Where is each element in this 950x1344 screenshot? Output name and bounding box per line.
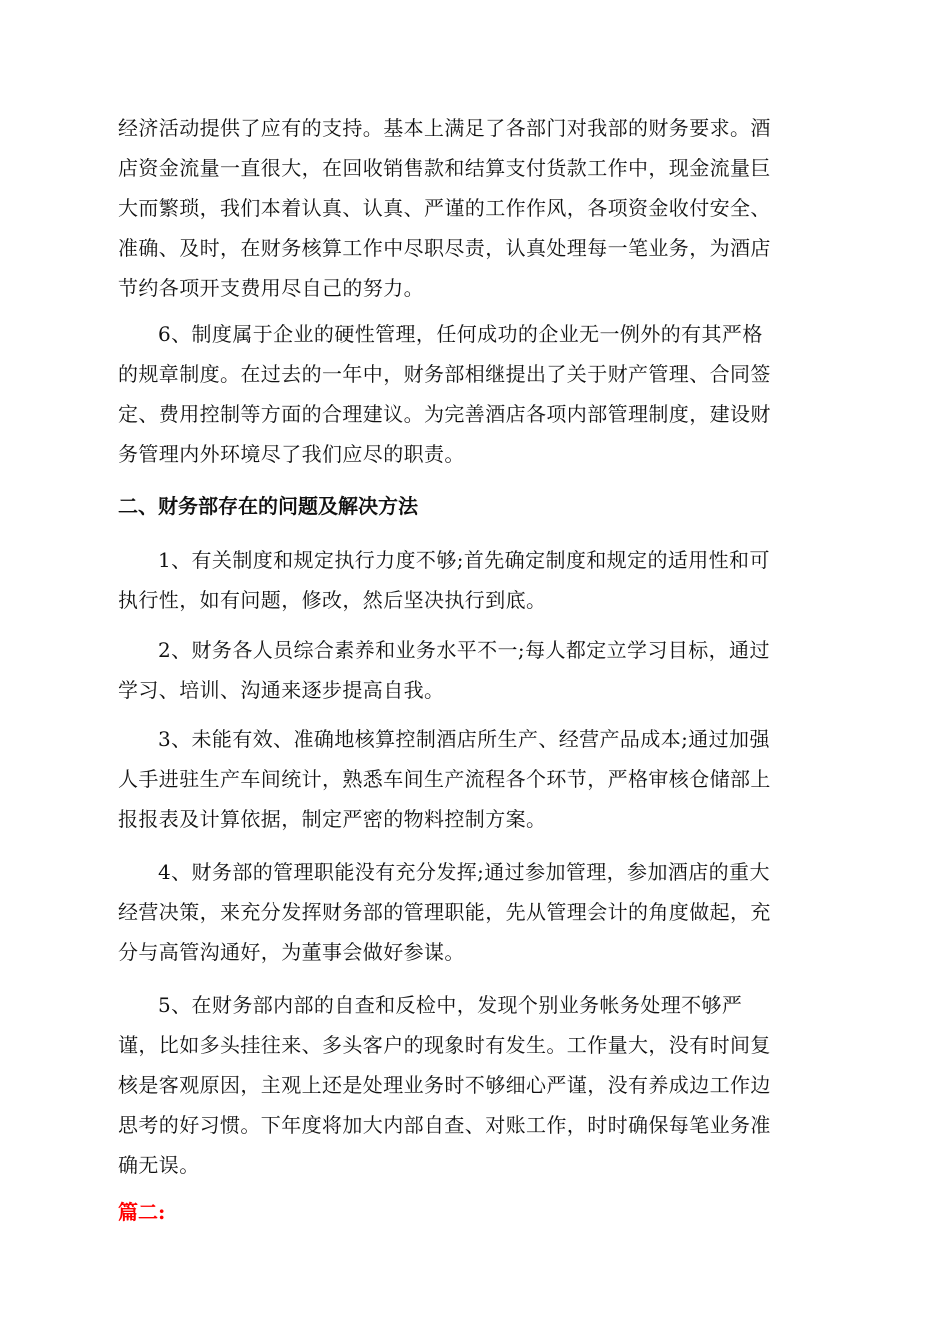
text-line: 核是客观原因，主观上还是处理业务时不够细心严谨，没有养成边工作边 bbox=[118, 1073, 771, 1097]
text-line: 3、未能有效、准确地核算控制酒店所生产、经营产品成本;通过加强 bbox=[158, 727, 770, 751]
text-line: 5、在财务部内部的自查和反检中，发现个别业务帐务处理不够严 bbox=[158, 993, 743, 1017]
text-line: 准确、及时，在财务核算工作中尽职尽责，认真处理每一笔业务，为酒店 bbox=[118, 236, 771, 260]
text-line: 的规章制度。在过去的一年中，财务部相继提出了关于财产管理、合同签 bbox=[118, 362, 771, 386]
text-line: 务管理内外环境尽了我们应尽的职责。 bbox=[118, 442, 465, 466]
text-line: 店资金流量一直很大，在回收销售款和结算支付货款工作中，现金流量巨 bbox=[118, 156, 771, 180]
paragraph-problem-5 bbox=[118, 985, 838, 1185]
text-line: 人手进驻生产车间统计，熟悉车间生产流程各个环节，严格审核仓储部上 bbox=[118, 767, 771, 791]
text-line: 经营决策，来充分发挥财务部的管理职能，先从管理会计的角度做起，充 bbox=[118, 900, 771, 924]
text-line: 节约各项开支费用尽自己的努力。 bbox=[118, 276, 424, 300]
text-line: 执行性，如有问题，修改，然后坚决执行到底。 bbox=[118, 588, 547, 612]
text-line: 确无误。 bbox=[118, 1153, 200, 1177]
text-line: 定、费用控制等方面的合理建议。为完善酒店各项内部管理制度，建设财 bbox=[118, 402, 771, 426]
text-line: 学习、培训、沟通来逐步提高自我。 bbox=[118, 678, 445, 702]
paragraph-problem-2 bbox=[118, 630, 838, 710]
text-line: 分与高管沟通好，为董事会做好参谋。 bbox=[118, 940, 465, 964]
paragraph-problem-3 bbox=[118, 719, 838, 839]
text-line: 1、有关制度和规定执行力度不够;首先确定制度和规定的适用性和可 bbox=[158, 548, 770, 572]
paragraph-item-6 bbox=[118, 314, 838, 474]
text-line: 大而繁琐，我们本着认真、认真、严谨的工作作风，各项资金收付安全、 bbox=[118, 196, 771, 220]
paragraph-problem-1 bbox=[118, 540, 838, 620]
section-heading-problems: 二、财务部存在的问题及解决方法 bbox=[118, 494, 418, 518]
text-line: 4、财务部的管理职能没有充分发挥;通过参加管理，参加酒店的重大 bbox=[158, 860, 770, 884]
text-line: 2、财务各人员综合素养和业务水平不一;每人都定立学习目标，通过 bbox=[158, 638, 770, 662]
paragraph-intro-continued bbox=[118, 108, 838, 308]
text-line: 报报表及计算依据，制定严密的物料控制方案。 bbox=[118, 807, 547, 831]
paragraph-problem-4 bbox=[118, 852, 838, 972]
text-line: 经济活动提供了应有的支持。基本上满足了各部门对我部的财务要求。酒 bbox=[118, 116, 771, 140]
part-two-heading: 篇二: bbox=[118, 1200, 166, 1224]
text-line: 谨，比如多头挂往来、多头客户的现象时有发生。工作量大，没有时间复 bbox=[118, 1033, 771, 1057]
text-line: 6、制度属于企业的硬性管理，任何成功的企业无一例外的有其严格 bbox=[158, 322, 763, 346]
text-line: 思考的好习惯。下年度将加大内部自查、对账工作，时时确保每笔业务准 bbox=[118, 1113, 771, 1137]
